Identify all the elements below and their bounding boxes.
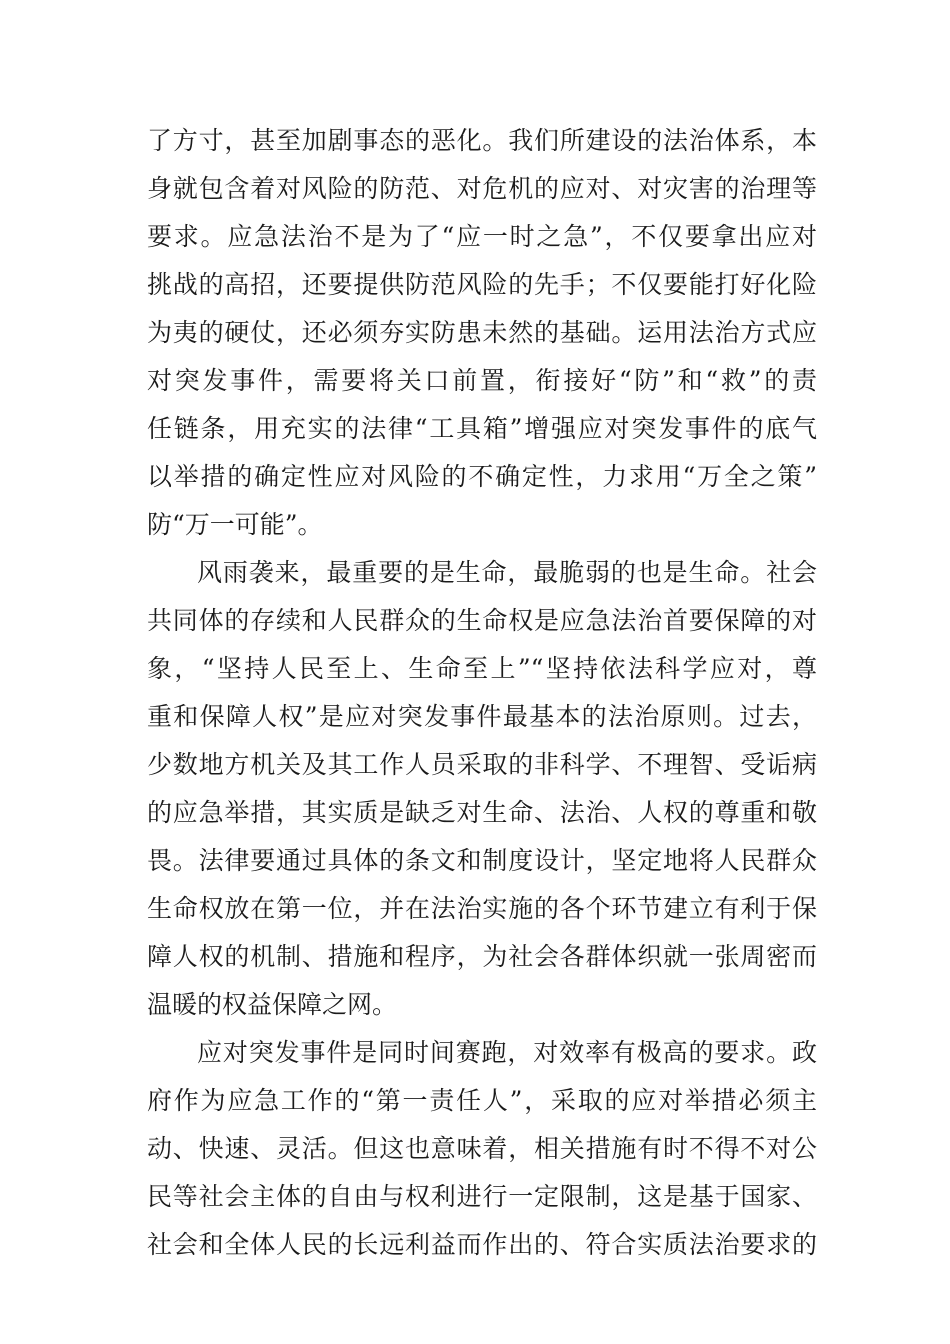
text-line: 民等社会主体的自由与权利进行一定限制，这是基于国家、 xyxy=(147,1182,817,1211)
text-line: 象，“坚持人民至上、生命至上”“坚持依法科学应对，尊 xyxy=(147,654,817,683)
paragraph-start-line: 应对突发事件是同时间赛跑，对效率有极高的要求。政 xyxy=(197,1038,817,1067)
text-line: 畏。法律要通过具体的条文和制度设计，坚定地将人民群众 xyxy=(147,846,817,875)
text-line: 防“万一可能”。 xyxy=(147,510,323,539)
body-text xyxy=(147,117,817,1269)
text-line: 动、快速、灵活。但这也意味着，相关措施有时不得不对公 xyxy=(147,1134,817,1163)
text-line: 对突发事件，需要将关口前置，衔接好“防”和“救”的责 xyxy=(147,366,817,395)
text-line: 障人权的机制、措施和程序，为社会各群体织就一张周密而 xyxy=(147,942,817,971)
text-line: 重和保障人权”是应对突发事件最基本的法治原则。过去， xyxy=(147,702,817,731)
text-line: 温暖的权益保障之网。 xyxy=(147,990,398,1019)
text-line: 社会和全体人民的长远利益而作出的、符合实质法治要求的 xyxy=(147,1230,817,1259)
text-line: 府作为应急工作的“第一责任人”，采取的应对举措必须主 xyxy=(147,1086,817,1115)
text-line: 挑战的高招，还要提供防范风险的先手；不仅要能打好化险 xyxy=(147,270,817,299)
text-line: 少数地方机关及其工作人员采取的非科学、不理智、受诟病 xyxy=(147,750,817,779)
text-line: 共同体的存续和人民群众的生命权是应急法治首要保障的对 xyxy=(147,606,817,635)
text-line: 身就包含着对风险的防范、对危机的应对、对灾害的治理等 xyxy=(147,174,817,203)
text-line: 要求。应急法治不是为了“应一时之急”，不仅要拿出应对 xyxy=(147,222,817,251)
text-line: 生命权放在第一位，并在法治实施的各个环节建立有利于保 xyxy=(147,894,817,923)
text-line: 任链条，用充实的法律“工具箱”增强应对突发事件的底气 xyxy=(147,414,817,443)
text-line: 为夷的硬仗，还必须夯实防患未然的基础。运用法治方式应 xyxy=(147,318,817,347)
paragraph-start-line: 风雨袭来，最重要的是生命，最脆弱的也是生命。社会 xyxy=(197,558,817,587)
text-line: 了方寸，甚至加剧事态的恶化。我们所建设的法治体系，本 xyxy=(147,126,817,155)
text-line: 的应急举措，其实质是缺乏对生命、法治、人权的尊重和敬 xyxy=(147,798,817,827)
text-line: 以举措的确定性应对风险的不确定性，力求用“万全之策” xyxy=(147,462,817,491)
